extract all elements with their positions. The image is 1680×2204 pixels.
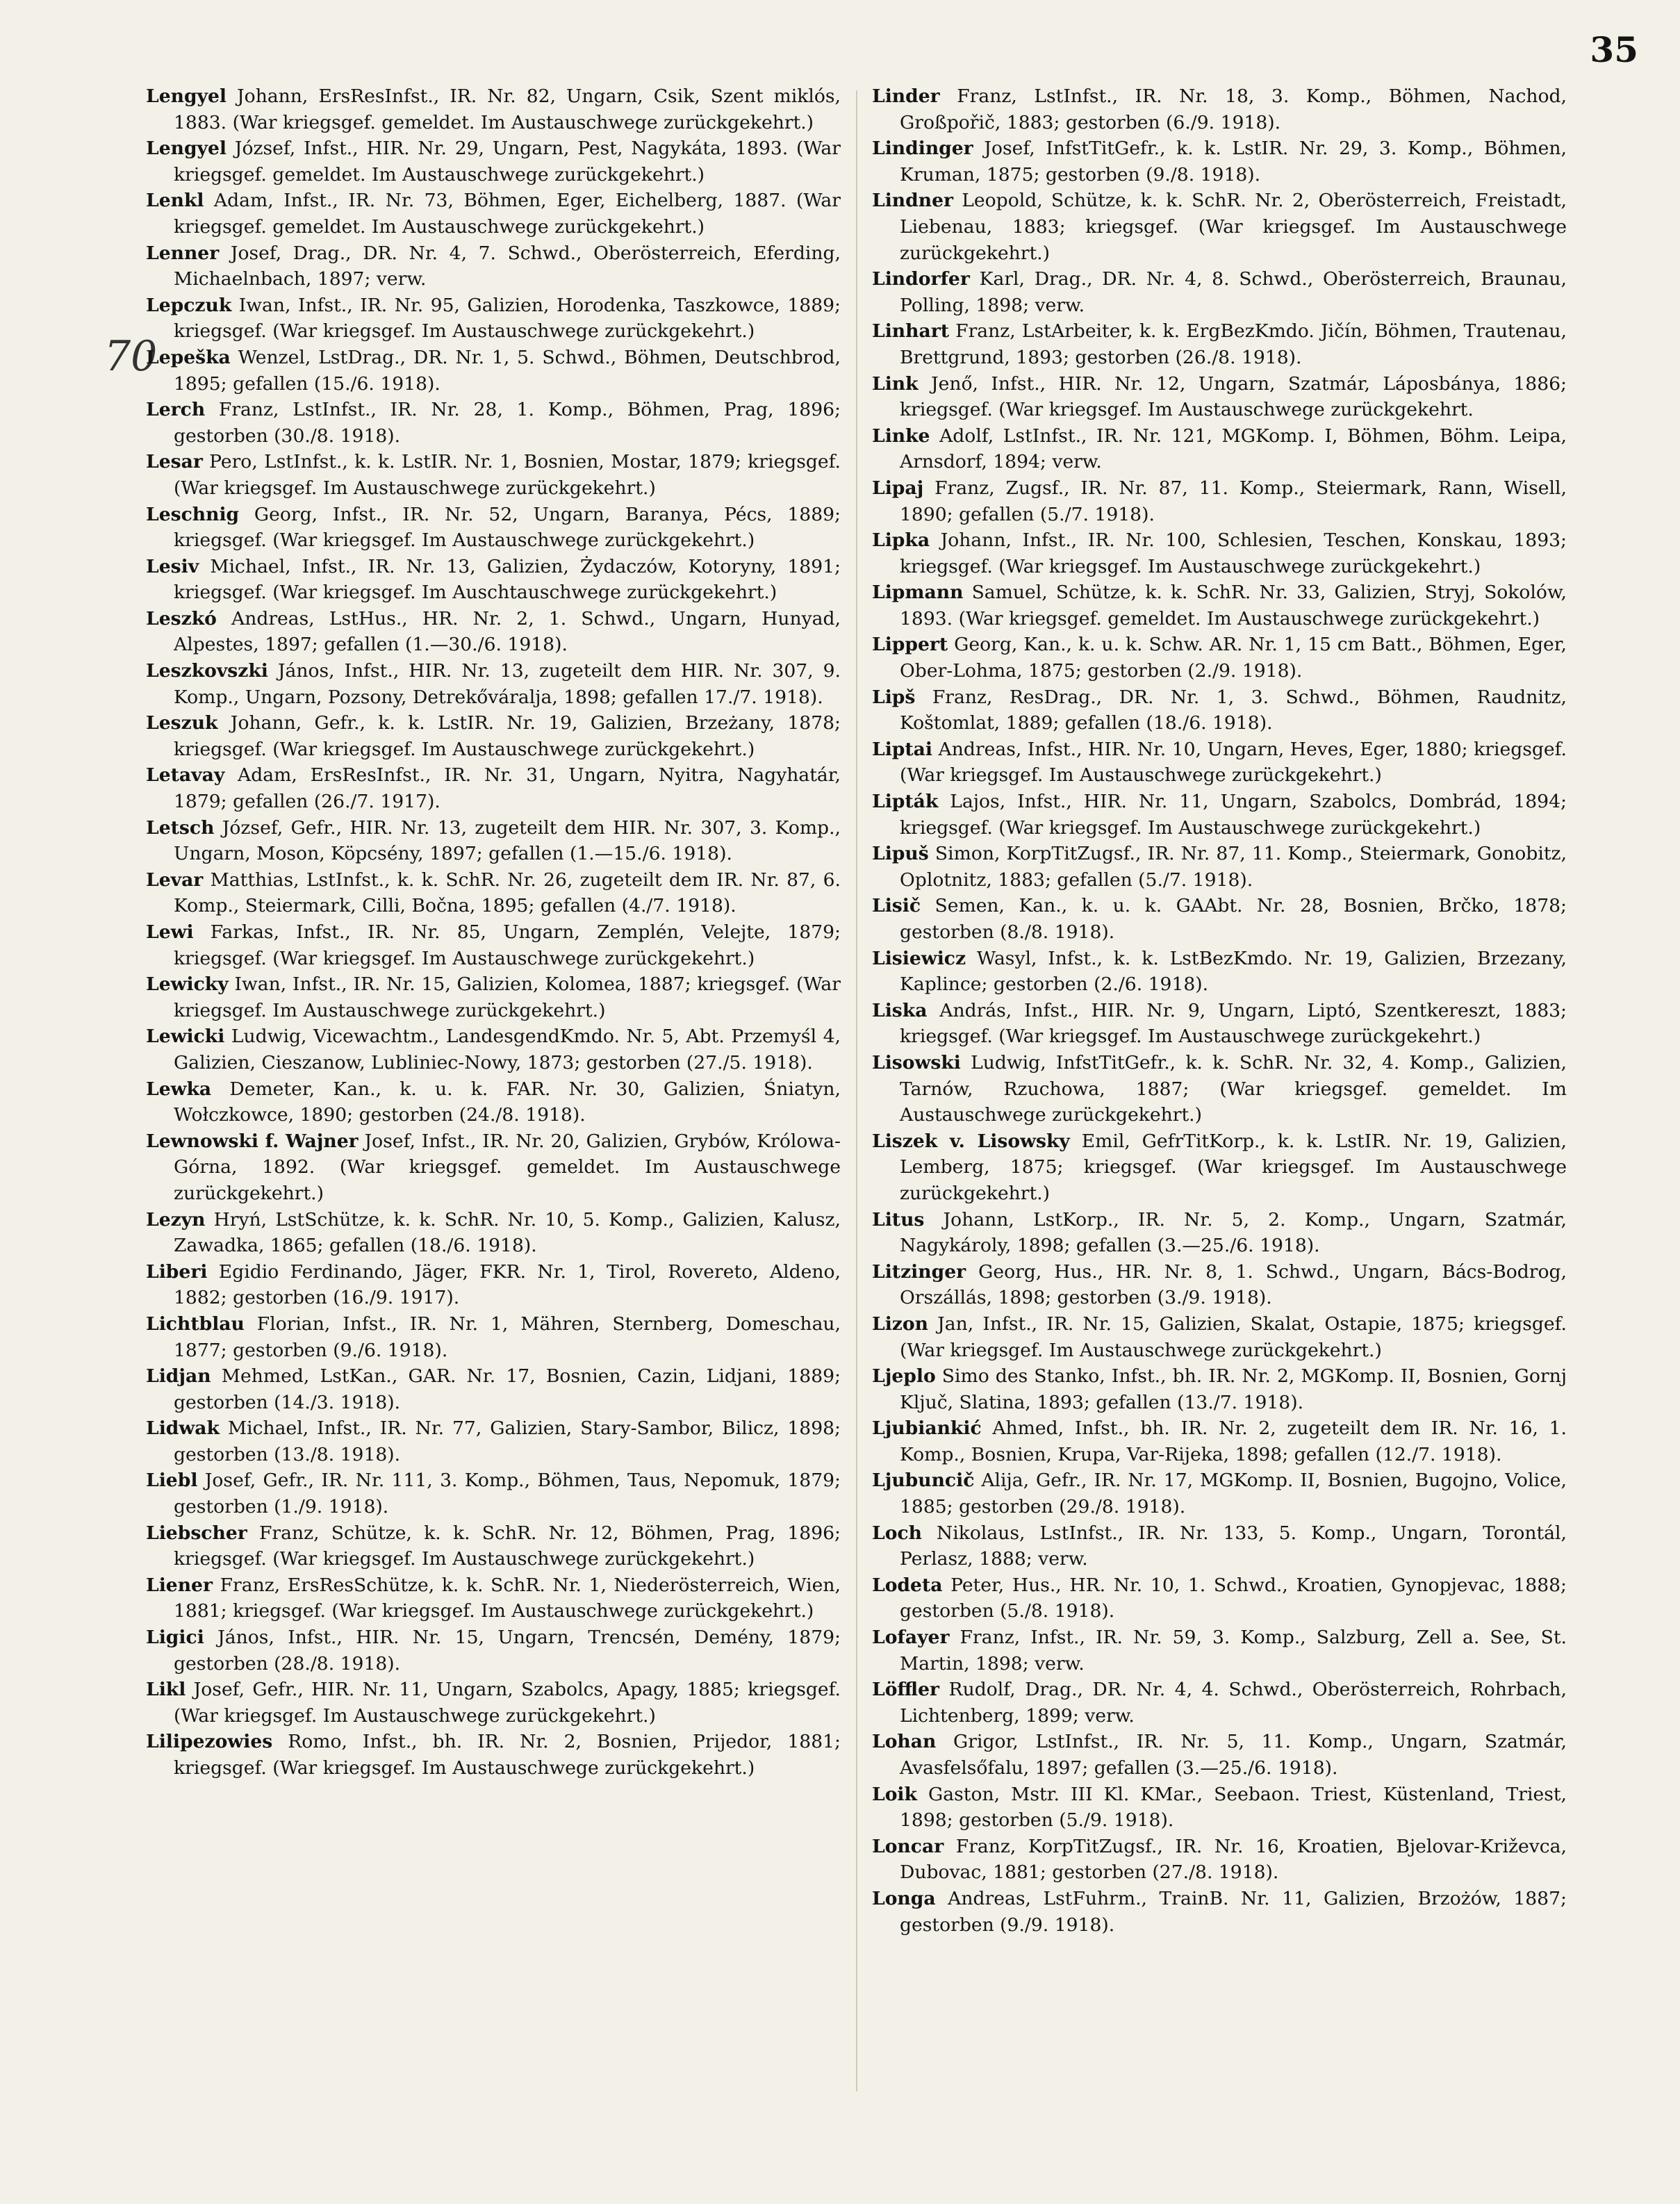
list-entry [872,371,1567,423]
list-entry [872,1782,1567,1834]
entry-details: Franz, LstArbeiter, k. k. ErgBezKmdo. Jičín, Böhmen, Trautenau, Brettgrund, 1893; gestorben (26./8. 1918). [900,320,1567,368]
list-entry [146,1415,841,1467]
page-number: 35 [1590,29,1638,70]
entry-surname: Ligici [146,1627,204,1649]
list-entry [872,946,1567,998]
entry-surname: Loik [872,1783,917,1805]
entry-details: Adolf, LstInfst., IR. Nr. 121, MGKomp. I, Böhmen, Böhm. Leipa, Arnsdorf, 1894; verw. [900,425,1567,473]
entry-details: Rudolf, Drag., DR. Nr. 4, 4. Schwd., Oberösterreich, Rohrbach, Lichtenberg, 1899; verw. [900,1679,1567,1727]
entry-details: József, Gefr., HIR. Nr. 13, zugeteilt dem HIR. Nr. 307, 3. Komp., Ungarn, Moson, Köpcsény, 1897; gefallen (1.—15./6. 1918). [174,816,841,865]
list-entry [146,1259,841,1311]
entry-details: Franz, Zugsf., IR. Nr. 87, 11. Komp., Steiermark, Rann, Wisell, 1890; gefallen (5./7. 1918). [900,477,1567,525]
list-entry [872,684,1567,737]
list-entry [872,579,1567,632]
entry-surname: Liebl [146,1470,198,1492]
entry-surname: Leszkovszki [146,660,268,682]
entry-surname: Lofayer [872,1627,950,1649]
entry-surname: Lewicki [146,1026,225,1048]
list-entry [872,1363,1567,1415]
entry-details: Simo des Stanko, Infst., bh. IR. Nr. 2, MGKomp. II, Bosnien, Gornj Ključ, Slatina, 1893; gefallen (13./7. 1918). [900,1365,1567,1413]
list-entry [146,762,841,814]
entry-surname: Longa [872,1887,936,1909]
entry-details: Egidio Ferdinando, Jäger, FKR. Nr. 1, Tirol, Rovereto, Aldeno, 1882; gestorben (16./9. 1917). [174,1260,841,1309]
entry-surname: Lilipezowies [146,1731,273,1753]
list-entry [872,135,1567,188]
entry-details: Johann, LstKorp., IR. Nr. 5, 2. Komp., Ungarn, Szatmár, Nagykároly, 1898; gefallen (3.—25./6. 1918). [900,1208,1567,1257]
column-divider [856,90,857,2091]
entry-surname: Liener [146,1574,213,1596]
list-entry [872,1050,1567,1128]
list-entry [872,1415,1567,1467]
entry-details: Florian, Infst., IR. Nr. 1, Mähren, Sternberg, Domeschau, 1877; gestorben (9./6. 1918). [174,1313,841,1361]
entry-surname: Lipták [872,791,939,813]
entry-surname: Liszek v. Lisowsky [872,1130,1070,1152]
entry-surname: Lepczuk [146,294,232,316]
entry-surname: Link [872,372,919,395]
entry-surname: Linke [872,425,930,447]
entry-details: Ludwig, InfstTitGefr., k. k. SchR. Nr. 32, 4. Komp., Galizien, Tarnów, Rzuchowa, 1887; (War kriegsgef. gemeldet. Im Austauschwege zurückgekehrt.) [900,1051,1567,1126]
list-entry [146,1572,841,1625]
entry-surname: Lesar [146,451,203,473]
entry-details: Ahmed, Infst., bh. IR. Nr. 2, zugeteilt dem IR. Nr. 16, 1. Komp., Bosnien, Krupa, Var-Rijeka, 1898; gefallen (12./7. 1918). [900,1417,1567,1465]
entry-details: Pero, LstInfst., k. k. LstIR. Nr. 1, Bosnien, Mostar, 1879; kriegsgef. (War kriegsgef. Im Austauschwege zurückgekehrt.) [174,451,841,499]
entry-details: Johann, Infst., IR. Nr. 100, Schlesien, Teschen, Konskau, 1893; kriegsgef. (War kriegsgef. Im Austauschwege zurückgekehrt.) [900,529,1567,577]
list-entry [872,1886,1567,1938]
list-entry [146,188,841,240]
entry-surname: Lengyel [146,138,227,160]
entry-details: Adam, ErsResInfst., IR. Nr. 31, Ungarn, Nyitra, Nagyhatár, 1879; gefallen (26./7. 1917). [174,764,841,813]
entry-surname: Linder [872,85,940,107]
entry-details: Leopold, Schütze, k. k. SchR. Nr. 2, Oberösterreich, Freistadt, Liebenau, 1883; kriegsgef. (War kriegsgef. Im Austauschwege zurückgekehrt.) [900,190,1567,264]
entry-surname: Lidjan [146,1365,211,1388]
list-entry [872,1729,1567,1781]
list-entry [872,893,1567,945]
entry-details: Wenzel, LstDrag., DR. Nr. 1, 5. Schwd., Böhmen, Deutschbrod, 1895; gefallen (15./6. 1918). [174,346,841,395]
entry-surname: Letavay [146,764,225,787]
entry-details: Adam, Infst., IR. Nr. 73, Böhmen, Eger, Eichelberg, 1887. (War kriegsgef. gemeldet. Im Austauschwege zurückgekehrt.) [174,190,841,238]
list-entry [872,318,1567,370]
entry-surname: Lenner [146,242,220,264]
left-column [146,83,841,1782]
entry-surname: Liberi [146,1260,208,1283]
list-entry [146,1207,841,1259]
list-entry [146,502,841,554]
list-entry [146,135,841,188]
entry-surname: Lipš [872,686,916,708]
list-entry [872,1572,1567,1625]
entry-details: Gaston, Mstr. III Kl. KMar., Seebaon. Triest, Küstenland, Triest, 1898; gestorben (5./9. 1918). [900,1783,1567,1832]
entry-surname: Lisowski [872,1051,961,1074]
list-entry [872,1259,1567,1311]
entry-details: Ludwig, Vicewachtm., LandesgendKmdo. Nr. 5, Abt. Przemyśl 4, Galizien, Cieszanow, Lubliniec-Nowy, 1873; gestorben (27./5. 1918). [174,1026,841,1074]
entry-surname: Lipmann [872,582,964,604]
list-entry [146,345,841,397]
entry-surname: Lewnowski f. Wajner [146,1130,359,1152]
handwritten-margin-note: 70 [104,332,158,381]
list-entry [872,188,1567,266]
entry-details: Iwan, Infst., IR. Nr. 15, Galizien, Kolomea, 1887; kriegsgef. (War kriegsgef. Im Austauschwege zurückgekehrt.) [174,973,841,1021]
entry-details: József, Infst., HIR. Nr. 29, Ungarn, Pest, Nagykáta, 1893. (War kriegsgef. gemeldet. Im Austauschwege zurückgekehrt.) [174,138,841,186]
list-entry [872,1128,1567,1207]
entry-surname: Liska [872,999,928,1021]
entry-details: Andreas, LstFuhrm., TrainB. Nr. 11, Galizien, Brzożów, 1887; gestorben (9./9. 1918). [900,1887,1567,1936]
entry-surname: Lengyel [146,85,227,107]
list-entry [872,632,1567,684]
entry-details: Jenő, Infst., HIR. Nr. 12, Ungarn, Szatmár, Láposbánya, 1886; kriegsgef. (War kriegsgef. Im Austauschwege zurückgekehrt. [900,372,1567,421]
entry-details: Romo, Infst., bh. IR. Nr. 2, Bosnien, Prijedor, 1881; kriegsgef. (War kriegsgef. Im Austauschwege zurückgekehrt.) [174,1731,841,1779]
entry-surname: Lipaj [872,477,924,499]
entry-details: Lajos, Infst., HIR. Nr. 11, Ungarn, Szabolcs, Dombrád, 1894; kriegsgef. (War kriegsgef. Im Austauschwege zurückgekehrt.) [900,791,1567,839]
entry-details: Matthias, LstInfst., k. k. SchR. Nr. 26, zugeteilt dem IR. Nr. 87, 6. Komp., Steiermark, Cilli, Bočna, 1895; gefallen (4./7. 1918). [174,869,841,917]
entry-details: Grigor, LstInfst., IR. Nr. 5, 11. Komp., Ungarn, Szatmár, Avasfelsőfalu, 1897; gefallen (3.—25./6. 1918). [900,1731,1567,1779]
entry-surname: Lewi [146,921,194,943]
list-entry [872,1311,1567,1363]
entry-surname: Liptai [872,738,933,760]
entry-surname: Lipka [872,529,930,552]
entry-details: Josef, Drag., DR. Nr. 4, 7. Schwd., Oberösterreich, Eferding, Michaelnbach, 1897; verw. [174,242,841,290]
entry-details: Samuel, Schütze, k. k. SchR. Nr. 33, Galizien, Stryj, Sokolów, 1893. (War kriegsgef. gemeldet. Im Austauschwege zurückgekehrt.) [900,582,1567,630]
entry-surname: Leszkó [146,607,217,630]
list-entry [872,1625,1567,1677]
entry-details: Alija, Gefr., IR. Nr. 17, MGKomp. II, Bosnien, Bugojno, Volice, 1885; gestorben (29./8. 1918). [900,1470,1567,1518]
list-entry [872,737,1567,789]
entry-surname: Lidwak [146,1417,220,1440]
entry-surname: Lisiewicz [872,947,966,969]
list-entry [146,1023,841,1076]
entry-surname: Litus [872,1208,925,1231]
entry-details: Karl, Drag., DR. Nr. 4, 8. Schwd., Oberösterreich, Braunau, Polling, 1898; verw. [900,268,1567,316]
list-entry [146,1311,841,1363]
entry-details: Josef, Infst., IR. Nr. 20, Galizien, Grybów, Królowa-Górna, 1892. (War kriegsgef. gemeldet. Im Austauschwege zurückgekehrt.) [174,1130,841,1204]
entry-details: Emil, GefrTitKorp., k. k. LstIR. Nr. 19, Galizien, Lemberg, 1875; kriegsgef. (War kriegsgef. Im Austauschwege zurückgekehrt.) [900,1130,1567,1204]
list-entry [146,710,841,762]
list-entry [146,919,841,971]
entry-surname: Lodeta [872,1574,943,1596]
entry-surname: Lindner [872,190,953,212]
entry-details: Franz, ErsResSchütze, k. k. SchR. Nr. 1, Niederösterreich, Wien, 1881; kriegsgef. (War kriegsgef. Im Austauschwege zurückgekehrt.) [174,1574,841,1622]
list-entry [146,1467,841,1520]
list-entry [872,83,1567,135]
list-entry [146,658,841,710]
entry-details: Simon, KorpTitZugsf., IR. Nr. 87, 11. Komp., Steiermark, Gonobitz, Oplotnitz, 1883; gefallen (5./7. 1918). [900,843,1567,891]
entry-details: Demeter, Kan., k. u. k. FAR. Nr. 30, Galizien, Śniatyn, Wołczkowce, 1890; gestorben (24./8. 1918). [174,1078,841,1126]
right-column [872,83,1567,1938]
entry-surname: Leschnig [146,503,240,525]
list-entry [146,815,841,867]
entry-surname: Lisič [872,895,921,917]
entry-surname: Lizon [872,1313,928,1335]
entry-surname: Loncar [872,1835,944,1857]
list-entry [872,841,1567,893]
entry-details: Semen, Kan., k. u. k. GAAbt. Nr. 28, Bosnien, Brčko, 1878; gestorben (8./8. 1918). [900,895,1567,943]
entry-details: Georg, Infst., IR. Nr. 52, Ungarn, Baranya, Pécs, 1889; kriegsgef. (War kriegsgef. Im Austauschwege zurückgekehrt.) [174,503,841,552]
entry-details: Nikolaus, LstInfst., IR. Nr. 133, 5. Komp., Ungarn, Torontál, Perlasz, 1888; verw. [900,1522,1567,1570]
entry-surname: Lindorfer [872,268,970,290]
entry-details: Wasyl, Infst., k. k. LstBezKmdo. Nr. 19, Galizien, Brzezany, Kaplince; gestorben (2./6. 1918). [900,947,1567,996]
list-entry [872,423,1567,475]
list-entry [872,789,1567,841]
entry-details: Peter, Hus., HR. Nr. 10, 1. Schwd., Kroatien, Gynopjevac, 1888; gestorben (5./8. 1918). [900,1574,1567,1622]
list-entry [146,1128,841,1207]
entry-surname: Ljubuncič [872,1470,975,1492]
entry-surname: Liebscher [146,1522,247,1544]
entry-surname: Lewka [146,1078,212,1100]
entry-details: Josef, Gefr., IR. Nr. 111, 3. Komp., Böhmen, Taus, Nepomuk, 1879; gestorben (1./9. 1918). [174,1470,841,1518]
entry-surname: Linhart [872,320,949,343]
list-entry [146,554,841,606]
list-entry [872,266,1567,318]
entry-details: András, Infst., HIR. Nr. 9, Ungarn, Liptó, Szentkereszt, 1883; kriegsgef. (War kriegsgef. Im Austauschwege zurückgekehrt.) [900,999,1567,1048]
entry-details: Georg, Hus., HR. Nr. 8, 1. Schwd., Ungarn, Bács-Bodrog, Orszállás, 1898; gestorben (3./9. 1918). [900,1260,1567,1309]
entry-surname: Levar [146,869,204,891]
list-entry [872,1467,1567,1520]
entry-surname: Lenkl [146,190,204,212]
entry-details: Josef, InfstTitGefr., k. k. LstIR. Nr. 29, 3. Komp., Böhmen, Kruman, 1875; gestorben (9./8. 1918). [900,138,1567,186]
list-entry [146,293,841,345]
list-entry [146,971,841,1023]
entry-details: Johann, ErsResInfst., IR. Nr. 82, Ungarn, Csik, Szent miklós, 1883. (War kriegsgef. gemeldet. Im Austauschwege zurückgekehrt.) [174,85,841,133]
entry-surname: Lohan [872,1731,937,1753]
list-entry [146,1677,841,1729]
list-entry [872,998,1567,1050]
entry-surname: Ljubiankić [872,1417,982,1440]
list-entry [872,1207,1567,1259]
list-entry [872,475,1567,527]
entry-details: Michael, Infst., IR. Nr. 13, Galizien, Żydaczów, Kotoryny, 1891; kriegsgef. (War kriegsgef. Im Auschtauschwege zurückgekehrt.) [174,555,841,604]
entry-surname: Lerch [146,399,206,421]
entry-surname: Ljeplo [872,1365,936,1388]
entry-details: Georg, Kan., k. u. k. Schw. AR. Nr. 1, 15 cm Batt., Böhmen, Eger, Ober-Lohma, 1875; gestorben (2./9. 1918). [900,634,1567,682]
entry-details: János, Infst., HIR. Nr. 15, Ungarn, Trencsén, Demény, 1879; gestorben (28./8. 1918). [174,1627,841,1675]
entry-details: Franz, LstInfst., IR. Nr. 28, 1. Komp., Böhmen, Prag, 1896; gestorben (30./8. 1918). [174,399,841,447]
entry-details: Iwan, Infst., IR. Nr. 95, Galizien, Horodenka, Taszkowce, 1889; kriegsgef. (War kriegsgef. Im Austauschwege zurückgekehrt.) [174,294,841,343]
entry-surname: Leszuk [146,712,218,734]
entry-details: Hryń, LstSchütze, k. k. SchR. Nr. 10, 5. Komp., Galizien, Kalusz, Zawadka, 1865; gefallen (18./6. 1918). [174,1208,841,1257]
entry-surname: Lepeška [146,346,231,368]
list-entry [872,527,1567,579]
list-entry [146,1520,841,1572]
entry-surname: Lichtblau [146,1313,245,1335]
entry-surname: Lindinger [872,138,973,160]
entry-details: Jan, Infst., IR. Nr. 15, Galizien, Skalat, Ostapie, 1875; kriegsgef. (War kriegsgef. Im Austauschwege zurückgekehrt.) [900,1313,1567,1361]
list-entry [146,397,841,449]
entry-details: Andreas, Infst., HIR. Nr. 10, Ungarn, Heves, Eger, 1880; kriegsgef. (War kriegsgef. Im Austauschwege zurückgekehrt.) [900,738,1567,787]
entry-surname: Likl [146,1679,186,1701]
entry-details: Franz, KorpTitZugsf., IR. Nr. 16, Kroatien, Bjelovar-Križevca, Dubovac, 1881; gestorben (27./8. 1918). [900,1835,1567,1884]
entry-details: Mehmed, LstKan., GAR. Nr. 17, Bosnien, Cazin, Lidjani, 1889; gestorben (14./3. 1918). [174,1365,841,1413]
entry-surname: Lesiv [146,555,199,577]
entry-details: Franz, Schütze, k. k. SchR. Nr. 12, Böhmen, Prag, 1896; kriegsgef. (War kriegsgef. Im Austauschwege zurückgekehrt.) [174,1522,841,1570]
entry-surname: Lewicky [146,973,229,996]
entry-surname: Letsch [146,816,215,839]
list-entry [146,1076,841,1128]
entry-details: Josef, Gefr., HIR. Nr. 11, Ungarn, Szabolcs, Apagy, 1885; kriegsgef. (War kriegsgef. Im Austauschwege zurückgekehrt.) [174,1679,841,1727]
entry-surname: Lezyn [146,1208,206,1231]
list-entry [146,1363,841,1415]
entry-details: Farkas, Infst., IR. Nr. 85, Ungarn, Zemplén, Velejte, 1879; kriegsgef. (War kriegsgef. Im Austauschwege zurückgekehrt.) [174,921,841,969]
entry-details: Franz, LstInfst., IR. Nr. 18, 3. Komp., Böhmen, Nachod, Großpořič, 1883; gestorben (6./9. 1918). [900,85,1567,133]
entry-details: Franz, ResDrag., DR. Nr. 1, 3. Schwd., Böhmen, Raudnitz, Koštomlat, 1889; gefallen (18./6. 1918). [900,686,1567,734]
list-entry [146,449,841,501]
list-entry [872,1834,1567,1886]
entry-surname: Loch [872,1522,922,1544]
list-entry [872,1520,1567,1572]
entry-surname: Lippert [872,634,948,656]
entry-surname: Litzinger [872,1260,966,1283]
list-entry [146,1729,841,1781]
list-entry [146,1625,841,1677]
entry-details: János, Infst., HIR. Nr. 13, zugeteilt dem HIR. Nr. 307, 9. Komp., Ungarn, Pozsony, Detrekőváralja, 1898; gefallen 17./7. 1918). [174,660,841,708]
list-entry [872,1677,1567,1729]
list-entry [146,606,841,658]
entry-details: Andreas, LstHus., HR. Nr. 2, 1. Schwd., Ungarn, Hunyad, Alpestes, 1897; gefallen (1.—30./6. 1918). [174,607,841,656]
entry-surname: Lipuš [872,843,929,865]
entry-details: Franz, Infst., IR. Nr. 59, 3. Komp., Salzburg, Zell a. See, St. Martin, 1898; verw. [900,1627,1567,1675]
list-entry [146,867,841,919]
list-entry [146,83,841,135]
list-entry [146,240,841,293]
entry-details: Johann, Gefr., k. k. LstIR. Nr. 19, Galizien, Brzeżany, 1878; kriegsgef. (War kriegsgef. Im Austauschwege zurückgekehrt.) [174,712,841,760]
entry-details: Michael, Infst., IR. Nr. 77, Galizien, Stary-Sambor, Bilicz, 1898; gestorben (13./8. 1918). [174,1417,841,1465]
entry-surname: Löffler [872,1679,940,1701]
